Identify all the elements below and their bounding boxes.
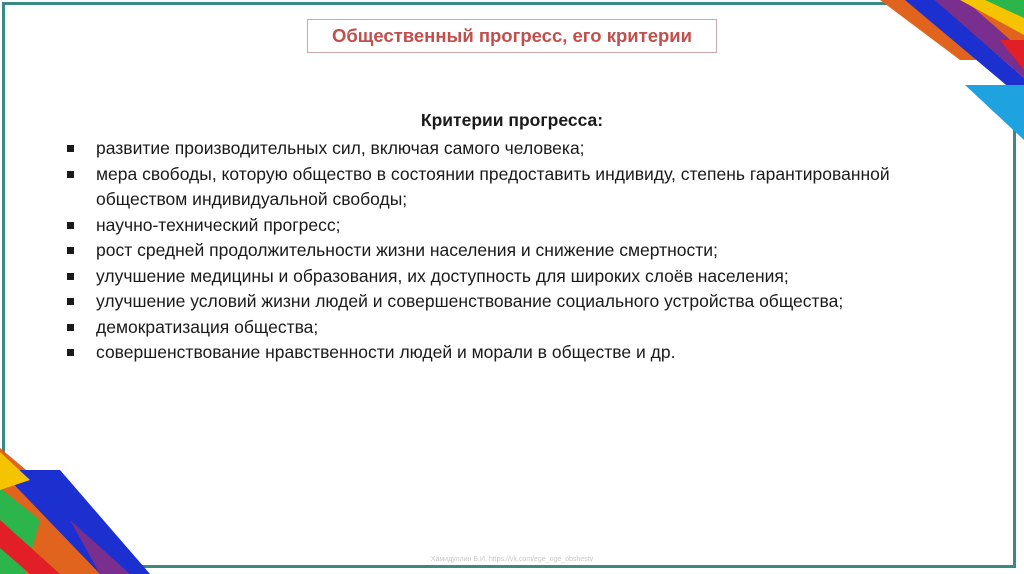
bullet-icon [67,349,74,356]
bullet-icon [67,247,74,254]
footer-credit: Хамидуллин Б.И. https://vk.com/ege_oge_obshestv [430,556,594,563]
list-item [58,213,958,239]
criterion-text: совершенствование нравственности людей и морали в обществе и др. [96,342,676,362]
criterion-text: развитие производительных сил, включая самого человека; [96,138,585,158]
criteria-heading: Критерии прогресса: [420,110,604,130]
criteria-list [58,136,958,366]
bullet-icon [67,171,74,178]
bullet-icon [67,145,74,152]
bullet-icon [67,273,74,280]
bullet-icon [67,298,74,305]
list-item [58,162,958,213]
criterion-text: рост средней продолжительности жизни населения и снижение смертности; [96,240,718,260]
criterion-text: мера свободы, которую общество в состоянии предоставить индивиду, степень гарантированной обществом индивидуальной свободы; [96,163,890,209]
list-item [58,264,958,290]
bullet-icon [67,222,74,229]
criterion-text: научно-технический прогресс; [96,214,341,235]
bullet-icon [67,324,74,331]
list-item [58,315,958,341]
list-item [58,340,958,366]
slide-title: Общественный прогресс, его критерии [307,19,717,53]
list-item [58,136,958,162]
list-item [58,238,958,264]
criterion-text: улучшение медицины и образования, их доступность для широких слоёв населения; [96,265,789,286]
criterion-text: демократизация общества; [96,316,319,337]
list-item [58,289,958,315]
criterion-text: улучшение условий жизни людей и совершенствование социального устройства общества; [96,291,844,311]
